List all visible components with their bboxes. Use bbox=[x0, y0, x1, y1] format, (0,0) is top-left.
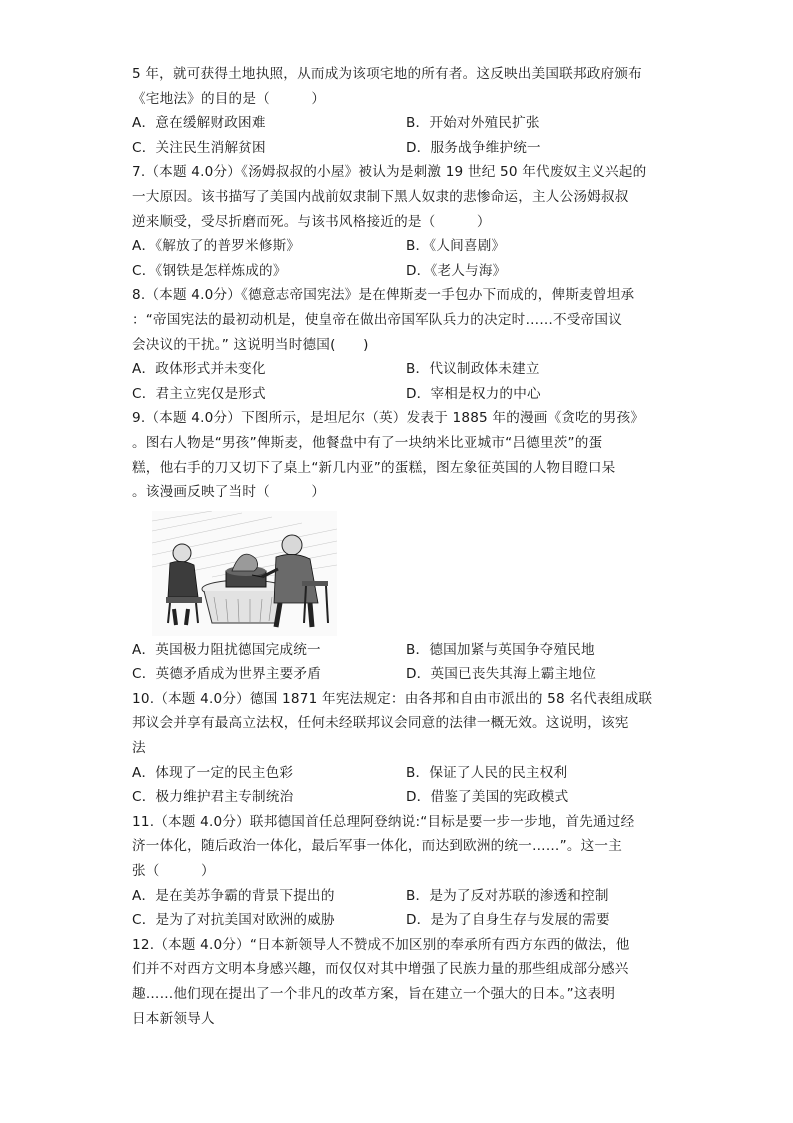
question-stem-line: 10.（本题 4.0分）德国 1871 年宪法规定：由各邦和自由市派出的 58 名代表组成联 bbox=[132, 690, 653, 707]
question-stem-line: 一大原因。该书描写了美国内战前奴隶制下黑人奴隶的悲惨命运，主人公汤姆叔叔 bbox=[132, 188, 629, 205]
option-c[interactable]: C．极力维护君主专制统治 bbox=[132, 789, 294, 806]
question-list bbox=[132, 62, 672, 1031]
option-grid bbox=[132, 111, 672, 160]
question-stem-line: ：“帝国宪法的最初动机是，使皇帝在做出帝国军队兵力的决定时……不受帝国议 bbox=[132, 311, 623, 328]
question-stem-line: 会决议的干扰。” 这说明当时德国( ) bbox=[132, 336, 369, 353]
question-stem-line: 7.（本题 4.0分）《汤姆叔叔的小屋》被认为是刺激 19 世纪 50 年代废奴主义兴起的 bbox=[132, 164, 647, 181]
option-d[interactable]: D．英国已丧失其海上霸主地位 bbox=[406, 666, 596, 683]
question-stem-line: 11.（本题 4.0分）联邦德国首任总理阿登纳说:“目标是要一步一步地，首先通过经 bbox=[132, 813, 635, 830]
question-stem-line: 12.（本题 4.0分）“日本新领导人不赞成不加区别的奉承所有西方东西的做法，他 bbox=[132, 936, 630, 953]
option-b[interactable]: B．是为了反对苏联的渗透和控制 bbox=[406, 887, 609, 904]
question-stem-line: 9.（本题 4.0分）下图所示，是坦尼尔（英）发表于 1885 年的漫画《贪吃的男孩》 bbox=[132, 410, 645, 427]
option-b[interactable]: B．《人间喜剧》 bbox=[406, 238, 506, 255]
question-stem-line: 趣……他们现在提出了一个非凡的改革方案，旨在建立一个强大的日本。”这表明 bbox=[132, 986, 616, 1002]
option-b[interactable]: B．代议制政体未建立 bbox=[406, 361, 540, 378]
question-6 bbox=[132, 62, 672, 160]
question-stem-line: 8.（本题 4.0分）《德意志帝国宪法》是在俾斯麦一手包办下而成的，俾斯麦曾坦承 bbox=[132, 287, 635, 304]
question-stem-line: 济一体化，随后政治一体化，最后军事一体化，而达到欧洲的统一……”。这一主 bbox=[132, 838, 623, 855]
question-stem-line: 。该漫画反映了当时（ ） bbox=[132, 484, 326, 501]
question-8 bbox=[132, 283, 672, 406]
question-stem-line: 们并不对西方文明本身感兴趣，而仅仅对其中增强了民族力量的那些组成部分感兴 bbox=[132, 961, 629, 978]
option-grid bbox=[132, 638, 672, 687]
question-stem-line: 日本新领导人 bbox=[132, 1010, 215, 1027]
option-b[interactable]: B．开始对外殖民扩张 bbox=[406, 115, 540, 132]
option-a[interactable]: A．意在缓解财政困难 bbox=[132, 115, 266, 132]
option-grid bbox=[132, 357, 672, 406]
question-11 bbox=[132, 810, 672, 933]
option-c[interactable]: C．英德矛盾成为世界主要矛盾 bbox=[132, 666, 322, 683]
option-grid bbox=[132, 234, 672, 283]
option-d[interactable]: D．宰相是权力的中心 bbox=[406, 385, 541, 402]
option-b[interactable]: B．保证了人民的民主权利 bbox=[406, 764, 568, 781]
question-10 bbox=[132, 687, 672, 810]
option-grid bbox=[132, 761, 672, 810]
question-stem-line: 《宅地法》的目的是（ ） bbox=[132, 90, 326, 107]
cartoon-illustration bbox=[152, 511, 337, 636]
question-9 bbox=[132, 406, 672, 687]
option-c[interactable]: C．是为了对抗美国对欧洲的威胁 bbox=[132, 912, 335, 929]
question-stem-line: 逆来顺受，受尽折磨而死。与该书风格接近的是（ ） bbox=[132, 213, 491, 230]
option-a[interactable]: A．政体形式并未变化 bbox=[132, 361, 266, 378]
option-d[interactable]: D．是为了自身生存与发展的需要 bbox=[406, 912, 610, 929]
question-stem-line: 。图右人物是“男孩”俾斯麦，他餐盘中有了一块纳米比亚城市“吕德里茨”的蛋 bbox=[132, 434, 603, 451]
question-12 bbox=[132, 933, 672, 1031]
option-c[interactable]: C．关注民生消解贫困 bbox=[132, 139, 266, 156]
question-stem-line: 法 bbox=[132, 740, 146, 757]
question-stem-line: 糕，他右手的刀又切下了桌上“新几内亚”的蛋糕，图左象征英国的人物目瞪口呆 bbox=[132, 459, 616, 476]
option-grid bbox=[132, 884, 672, 933]
option-a[interactable]: A．是在美苏争霸的背景下提出的 bbox=[132, 887, 335, 904]
option-c[interactable]: C．君主立宪仅是形式 bbox=[132, 385, 266, 402]
option-d[interactable]: D．《老人与海》 bbox=[406, 262, 507, 279]
option-b[interactable]: B．德国加紧与英国争夺殖民地 bbox=[406, 641, 595, 658]
option-d[interactable]: D．服务战争维护统一 bbox=[406, 139, 541, 156]
option-a[interactable]: A．英国极力阻扰德国完成统一 bbox=[132, 641, 321, 658]
option-a[interactable]: A．体现了一定的民主色彩 bbox=[132, 764, 294, 781]
option-d[interactable]: D．借鉴了美国的宪政模式 bbox=[406, 789, 569, 806]
option-a[interactable]: A．《解放了的普罗米修斯》 bbox=[132, 238, 301, 255]
question-stem-line: 5 年，就可获得土地执照，从而成为该项宅地的所有者。这反映出美国联邦政府颁布 bbox=[132, 66, 642, 82]
question-stem-line: 张（ ） bbox=[132, 863, 215, 880]
question-7 bbox=[132, 160, 672, 283]
question-stem-line: 邦议会并享有最高立法权，任何未经联邦议会同意的法律一概无效。这说明，该宪 bbox=[132, 715, 629, 732]
option-c[interactable]: C．《钢铁是怎样炼成的》 bbox=[132, 262, 287, 279]
